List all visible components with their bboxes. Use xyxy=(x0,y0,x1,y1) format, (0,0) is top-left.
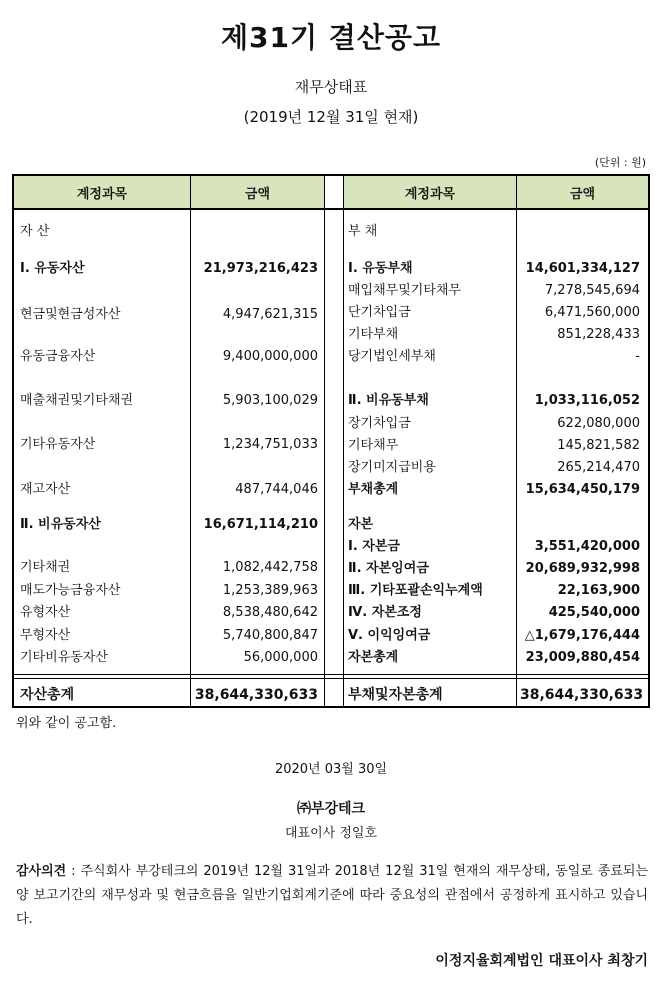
header-right-amount: 금액 xyxy=(517,176,648,210)
left-account-label: 매도가능금융자산 xyxy=(20,583,121,598)
right-account-label: Ⅱ. 자본잉여금 xyxy=(348,561,429,576)
left-account-amount: 4,947,621,315 xyxy=(222,307,318,322)
left-account-label: Ⅰ. 유동자산 xyxy=(20,261,85,276)
right-account-label: 당기법인세부채 xyxy=(348,349,436,364)
audit-opinion-label: 감사의견 xyxy=(16,864,67,879)
total-assets-label: 자산총계 xyxy=(20,687,75,703)
right-account-label: 자본 xyxy=(348,517,374,532)
total-assets-amount: 38,644,330,633 xyxy=(194,687,318,703)
right-account-amount: 22,163,900 xyxy=(557,583,640,598)
right-account-label: 단기차입금 xyxy=(348,305,411,320)
column-divider xyxy=(516,176,517,706)
right-account-amount: 7,278,545,694 xyxy=(544,283,640,298)
right-account-amount: 265,214,470 xyxy=(557,460,640,475)
right-account-label: Ⅱ. 비유동부채 xyxy=(348,393,429,408)
left-account-label: 기타비유동자산 xyxy=(20,650,108,665)
left-account-amount: 5,903,100,029 xyxy=(222,393,318,408)
unit-label: (단위 : 원) xyxy=(594,156,646,169)
right-account-amount: 425,540,000 xyxy=(548,605,640,620)
right-account-amount: 23,009,880,454 xyxy=(525,650,640,665)
right-account-amount: △1,679,176,444 xyxy=(524,628,640,643)
left-account-amount: 21,973,216,423 xyxy=(203,261,318,276)
left-account-label: 자 산 xyxy=(20,224,50,239)
header-left-amount: 금액 xyxy=(191,176,324,210)
left-account-amount: 9,400,000,000 xyxy=(222,349,318,364)
announcement-date: 2020년 03월 30일 xyxy=(274,762,388,777)
left-account-label: 현금및현금성자산 xyxy=(20,307,121,322)
company-name: ㈜부강테크 xyxy=(296,801,366,817)
right-account-amount: 20,689,932,998 xyxy=(525,561,640,576)
total-liab-equity-label: 부채및자본총계 xyxy=(348,687,443,703)
right-account-label: 부 채 xyxy=(348,224,378,239)
right-account-label: Ⅴ. 이익잉여금 xyxy=(348,628,431,643)
total-rule-top xyxy=(14,674,648,675)
left-account-label: 유형자산 xyxy=(20,605,71,620)
left-account-amount: 16,671,114,210 xyxy=(203,517,318,532)
column-divider xyxy=(190,176,191,706)
right-account-label: 장기미지급비용 xyxy=(348,460,436,475)
left-account-label: 기타유동자산 xyxy=(20,437,96,452)
right-account-label: 기타채무 xyxy=(348,438,399,453)
right-account-label: 장기차입금 xyxy=(348,416,411,431)
right-account-label: Ⅲ. 기타포괄손익누계액 xyxy=(348,583,483,598)
left-account-label: 매출채권및기타채권 xyxy=(20,393,134,408)
right-account-amount: 1,033,116,052 xyxy=(534,393,640,408)
left-account-amount: 487,744,046 xyxy=(235,482,318,497)
right-account-label: 매입채무및기타채무 xyxy=(348,283,462,298)
left-account-amount: 1,082,442,758 xyxy=(222,560,318,575)
right-account-label: Ⅳ. 자본조정 xyxy=(348,605,422,620)
total-rule-bottom xyxy=(14,678,648,679)
total-liab-equity-amount: 38,644,330,633 xyxy=(520,687,644,703)
right-account-amount: 145,821,582 xyxy=(557,438,640,453)
header-left-account: 계정과목 xyxy=(14,176,190,210)
right-account-amount: 622,080,000 xyxy=(557,416,640,431)
left-account-label: 기타채권 xyxy=(20,560,71,575)
balance-sheet-table xyxy=(12,174,650,708)
page-title: 제31기 결산공고 xyxy=(220,21,441,54)
left-account-label: 재고자산 xyxy=(20,482,71,497)
right-account-amount: 14,601,334,127 xyxy=(525,261,640,276)
column-divider xyxy=(324,176,325,706)
right-account-label: 기타부채 xyxy=(348,327,399,342)
as-of-date: (2019년 12월 31일 현재) xyxy=(243,108,419,126)
right-account-label: Ⅰ. 자본금 xyxy=(348,539,400,554)
right-account-amount: - xyxy=(635,349,640,364)
audit-opinion xyxy=(16,860,648,932)
left-account-label: 유동금융자산 xyxy=(20,349,96,364)
column-divider xyxy=(343,176,344,706)
left-account-label: Ⅱ. 비유동자산 xyxy=(20,517,101,532)
left-account-amount: 1,234,751,033 xyxy=(222,437,318,452)
left-account-amount: 1,253,389,963 xyxy=(222,583,318,598)
statement-title: 재무상태표 xyxy=(294,78,368,96)
right-account-amount: 6,471,560,000 xyxy=(544,305,640,320)
left-account-amount: 5,740,800,847 xyxy=(222,628,318,643)
right-account-label: Ⅰ. 유동부채 xyxy=(348,261,413,276)
right-account-amount: 851,228,433 xyxy=(557,327,640,342)
header-right-account: 계정과목 xyxy=(344,176,516,210)
right-account-label: 자본총계 xyxy=(348,650,399,665)
auditor-signature: 이정지율회계법인 대표이사 최창기 xyxy=(435,953,648,969)
right-account-amount: 3,551,420,000 xyxy=(534,539,640,554)
ceo-name: 대표이사 정일호 xyxy=(284,826,378,841)
audit-opinion-text: : 주식회사 부강테크의 2019년 12월 31일과 2018년 12월 31일 현재의 재무상태, 동일로 종료되는 양 보고기간의 재무성과 및 현금흐름을 일반기업회계기준에 따라 중요성의 관점에서 공정하게 표시하고 있습니다. xyxy=(16,864,648,927)
left-account-amount: 8,538,480,642 xyxy=(222,605,318,620)
announcement-note: 위와 같이 공고함. xyxy=(16,716,117,731)
left-account-amount: 56,000,000 xyxy=(243,650,318,665)
right-account-label: 부채총계 xyxy=(348,482,399,497)
right-account-amount: 15,634,450,179 xyxy=(525,482,640,497)
left-account-label: 무형자산 xyxy=(20,628,71,643)
header-gap xyxy=(324,176,343,210)
